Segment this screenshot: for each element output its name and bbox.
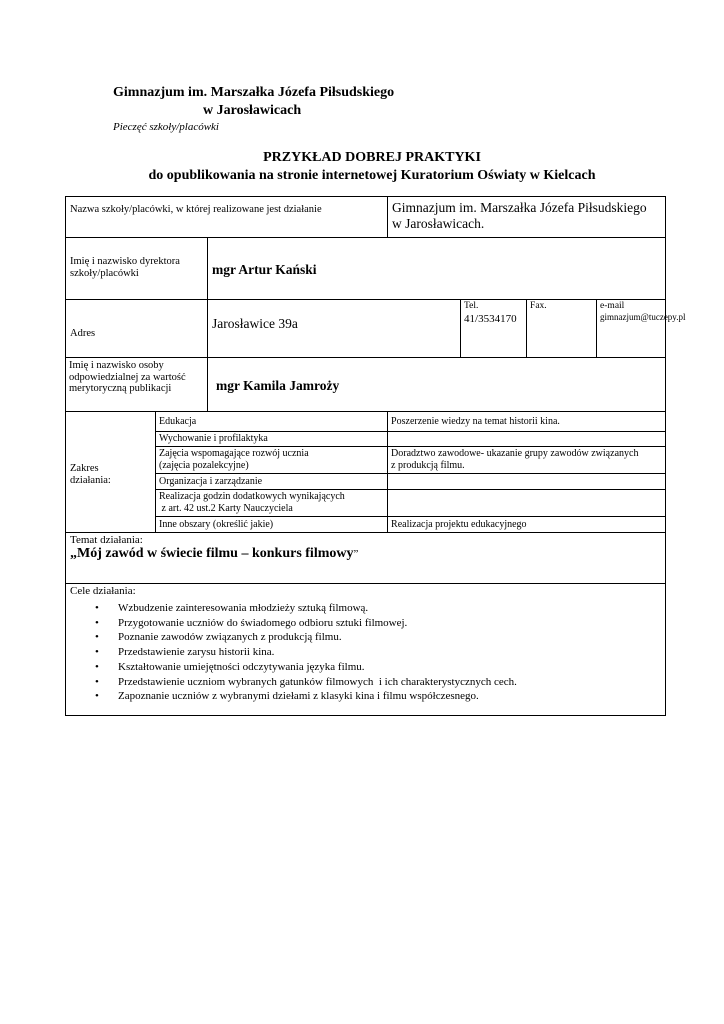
scope-area: Organizacja i zarządzanie — [156, 474, 388, 490]
scope-value: Realizacja projektu edukacyjnego — [388, 517, 666, 533]
scope-label: Zakres działania: — [66, 412, 156, 533]
list-item: • Przedstawienie uczniom wybranych gatunków filmowych i ich charakterystycznych cech. — [118, 675, 661, 690]
scope-area: Edukacja — [156, 412, 388, 432]
responsible-value: mgr Kamila Jamroży — [208, 358, 666, 412]
scope-area: Realizacja godzin dodatkowych wynikających z art. 42 ust.2 Karty Nauczyciela — [156, 490, 388, 517]
document-title: PRZYKŁAD DOBREJ PRAKTYKI — [263, 150, 481, 165]
scope-value: Doradztwo zawodowe- ukazanie grupy zawodów związanych z produkcją filmu. — [388, 447, 666, 474]
scope-area: Inne obszary (określić jakie) — [156, 517, 388, 533]
stamp-label: Pieczęć szkoły/placówki — [113, 121, 219, 133]
list-item: • Zapoznanie uczniów z wybranymi dziełami z klasyki kina i filmu współczesnego. — [118, 689, 661, 704]
scope-area: Wychowanie i profilaktyka — [156, 432, 388, 447]
address-value: Jarosławice 39a — [208, 300, 461, 358]
goals-list — [70, 601, 661, 704]
school-name-value: Gimnazjum im. Marszałka Józefa Piłsudskiego w Jarosławicach. — [388, 197, 666, 238]
topic-title: „Mój zawód w świecie filmu – konkurs filmowy” — [70, 546, 359, 561]
list-item: • Przygotowanie uczniów do świadomego odbioru sztuki filmowej. — [118, 616, 661, 631]
list-item: • Kształtowanie umiejętności odczytywania języka filmu. — [118, 660, 661, 675]
fax-field: Fax. — [527, 300, 597, 358]
scope-area: Zajęcia wspomagające rozwój ucznia (zajęcia pozalekcyjne) — [156, 447, 388, 474]
director-value: mgr Artur Kański — [208, 238, 666, 300]
school-name-line1: Gimnazjum im. Marszałka Józefa Piłsudskiego — [113, 85, 395, 100]
list-item: • Wzbudzenie zainteresowania młodzieży sztuką filmową. — [118, 601, 661, 616]
goals-label: Cele działania: — [70, 585, 136, 597]
list-item: • Przedstawienie zarysu historii kina. — [118, 645, 661, 660]
practice-form-table — [65, 196, 686, 716]
scope-value — [388, 432, 666, 447]
topic-section — [66, 533, 666, 584]
address-label: Adres — [66, 300, 208, 358]
goals-section — [66, 584, 666, 716]
tel-field: Tel. 41/3534170 — [461, 300, 527, 358]
email-field: e-mail gimnazjum@tuczepy.pl — [597, 300, 666, 358]
list-item: • Poznanie zawodów związanych z produkcją filmu. — [118, 630, 661, 645]
school-name-label: Nazwa szkoły/placówki, w której realizowane jest działanie — [66, 197, 388, 238]
document-subtitle: do opublikowania na stronie internetowej Kuratorium Oświaty w Kielcach — [148, 168, 596, 183]
responsible-label: Imię i nazwisko osoby odpowiedzialnej za wartość merytoryczną publikacji — [66, 358, 208, 412]
scope-value — [388, 474, 666, 490]
topic-label: Temat działania: — [70, 534, 143, 546]
scope-value — [388, 490, 666, 517]
scope-value: Poszerzenie wiedzy na temat historii kina. — [388, 412, 666, 432]
director-label: Imię i nazwisko dyrektora szkoły/placówki — [66, 238, 208, 300]
school-name-line2: w Jarosławicach — [203, 103, 302, 118]
